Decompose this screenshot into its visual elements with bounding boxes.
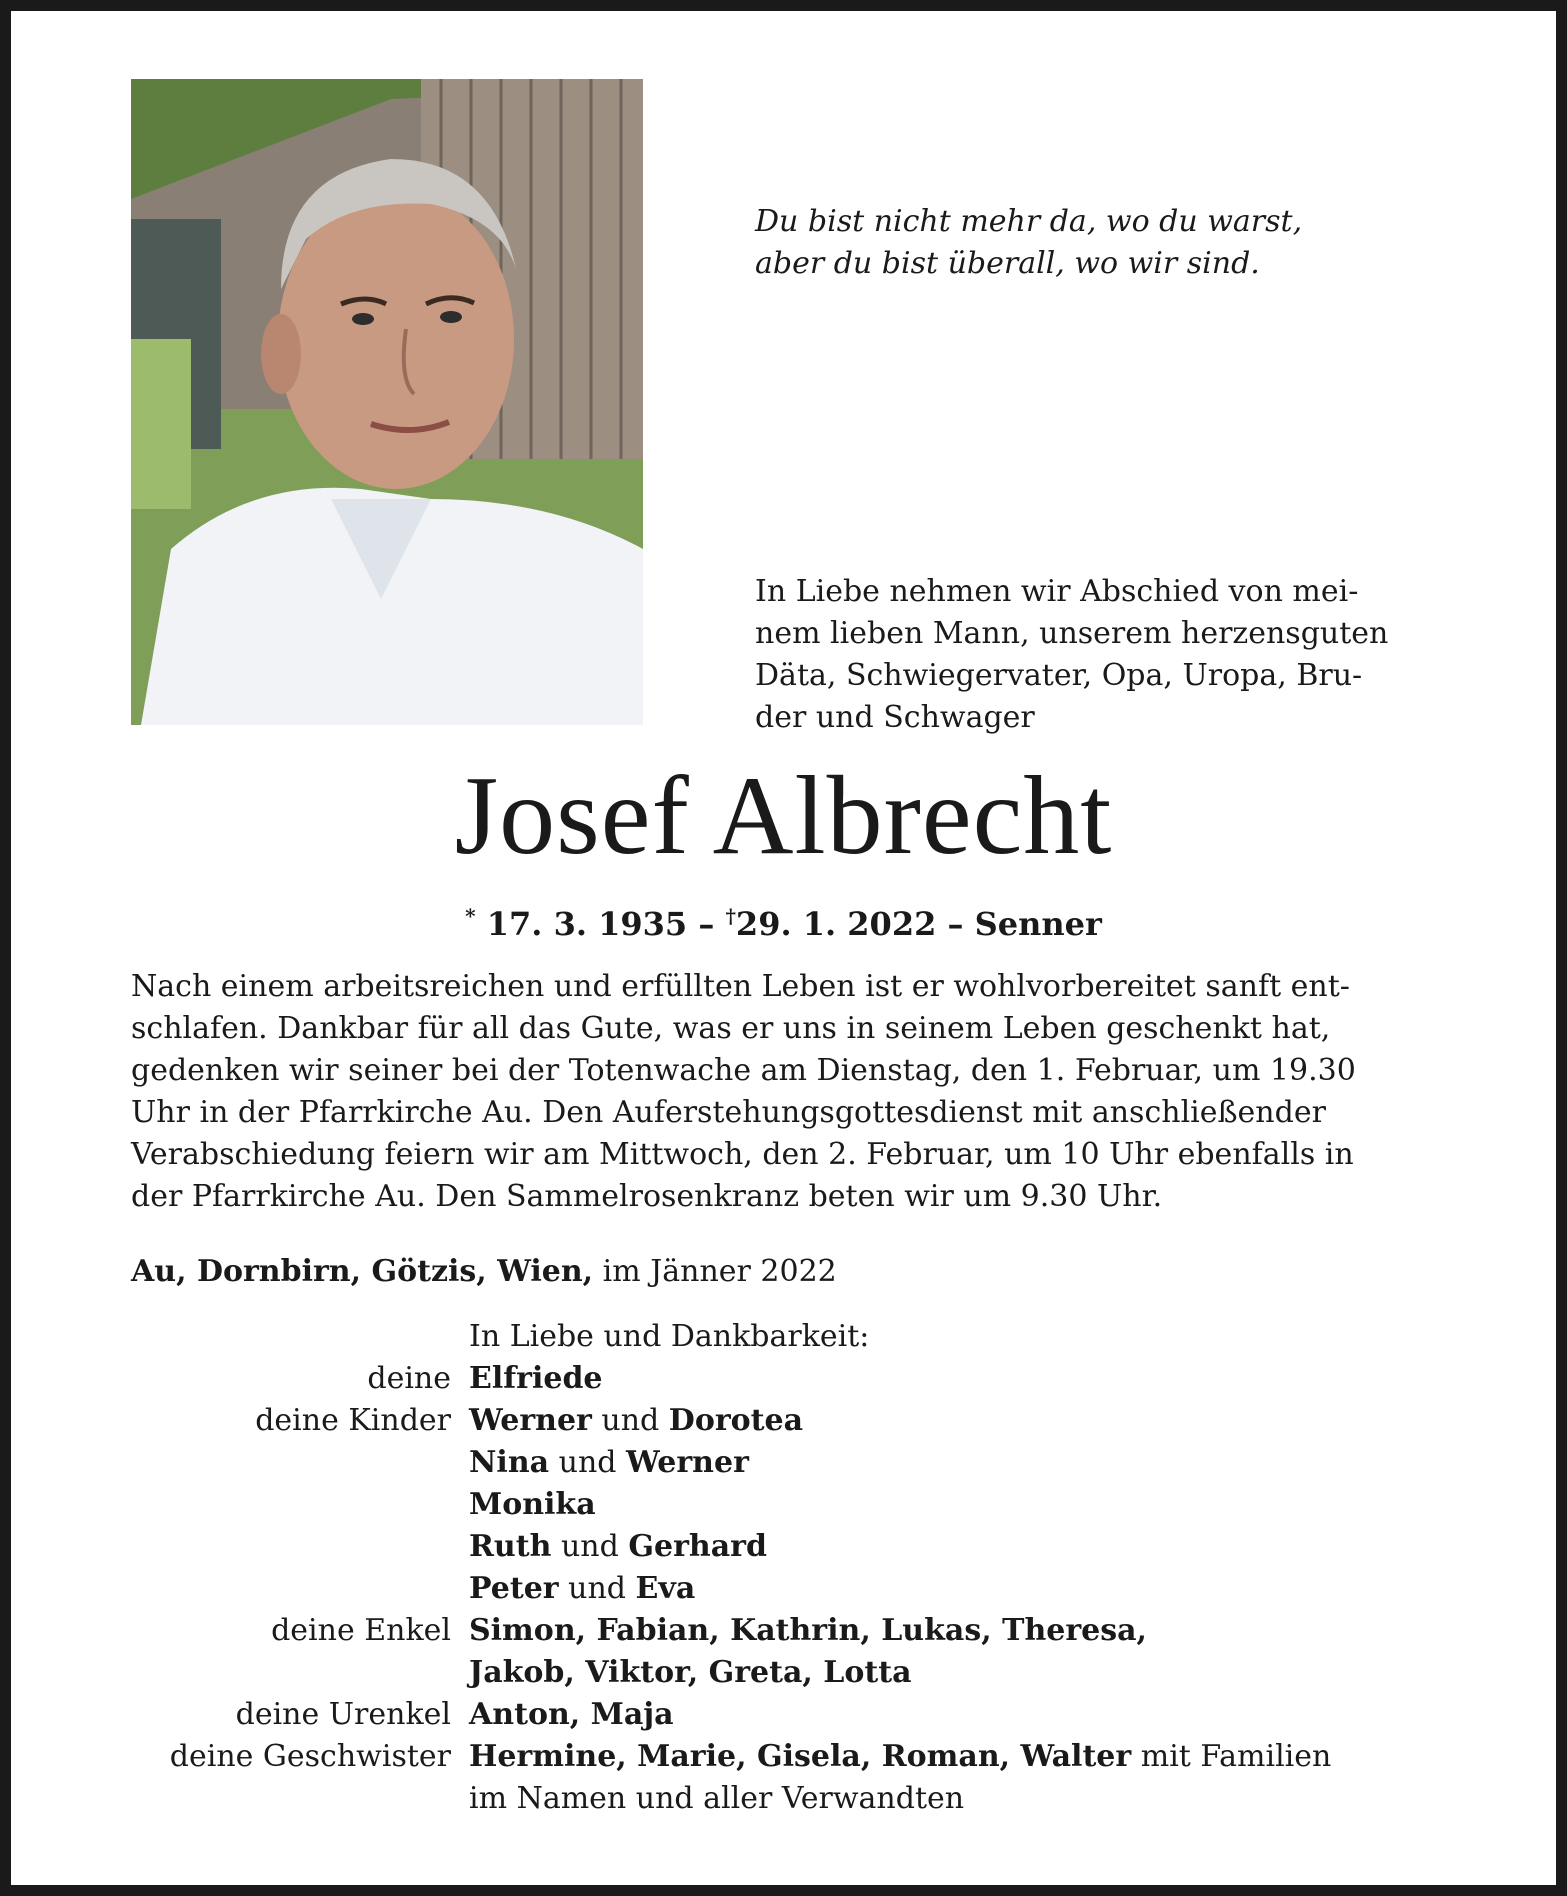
- mourner-name: Peter: [469, 1571, 559, 1606]
- dash: –: [947, 905, 964, 943]
- dash: –: [698, 905, 715, 943]
- death-symbol: †: [725, 904, 736, 928]
- place-month: im Jänner 2022: [602, 1254, 837, 1289]
- relation-label: deine Kinder: [255, 1403, 451, 1438]
- body-line: der Pfarrkirche Au. Den Sammelrosenkranz beten wir um 9.30 Uhr.: [131, 1179, 1163, 1214]
- body-paragraph: [131, 966, 1451, 1218]
- deceased-name: Josef Albrecht: [454, 754, 1113, 878]
- intro-line: nem lieben Mann, unserem herzensguten: [755, 616, 1389, 651]
- mourner-name: Monika: [469, 1487, 596, 1522]
- mourner-name: Jakob, Viktor, Greta, Lotta: [469, 1655, 912, 1690]
- intro-line: In Liebe nehmen wir Abschied von mei-: [755, 574, 1359, 609]
- body-line: Uhr in der Pfarrkirche Au. Den Auferstehungsgottesdienst mit anschließender: [131, 1095, 1326, 1130]
- relation-label: deine: [367, 1361, 451, 1396]
- intro-line: Däta, Schwiegervater, Opa, Uropa, Bru-: [755, 658, 1363, 693]
- mourner-name: Eva: [635, 1571, 696, 1606]
- intro-paragraph: [755, 571, 1445, 739]
- place-locations: Au, Dornbirn, Götzis, Wien,: [131, 1254, 594, 1289]
- body-line: Verabschiedung feiern wir am Mittwoch, den 2. Februar, um 10 Uhr ebenfalls in: [131, 1137, 1354, 1172]
- death-date: 29. 1. 2022: [735, 905, 937, 943]
- connector: und: [558, 1445, 617, 1480]
- portrait-photo-icon: [131, 79, 643, 725]
- mourner-name: Werner: [469, 1403, 592, 1438]
- motto-line: aber du bist überall, wo wir sind.: [755, 246, 1260, 281]
- occupation: Senner: [974, 905, 1102, 943]
- connector: und: [560, 1529, 619, 1564]
- motto-quote: [755, 201, 1302, 285]
- life-dates: [11, 896, 1556, 944]
- body-line: gedenken wir seiner bei der Totenwache am Dienstag, den 1. Februar, um 19.30: [131, 1053, 1356, 1088]
- mourner-name: Anton, Maja: [469, 1697, 674, 1732]
- mourner-name: Werner: [626, 1445, 749, 1480]
- connector: und: [601, 1403, 660, 1438]
- closing-line: im Namen und aller Verwandten: [469, 1781, 965, 1816]
- intro-line: der und Schwager: [755, 700, 1035, 735]
- connector: mit Familien: [1140, 1739, 1332, 1774]
- body-line: Nach einem arbeitsreichen und erfüllten Leben ist er wohlvorbereitet sanft ent-: [131, 969, 1350, 1004]
- mourner-name: Simon, Fabian, Kathrin, Lukas, Theresa,: [469, 1613, 1148, 1648]
- birth-symbol: *: [465, 904, 476, 928]
- mourner-name: Dorotea: [668, 1403, 804, 1438]
- portrait-photo: [131, 79, 643, 725]
- mourner-name: Nina: [469, 1445, 550, 1480]
- mourner-name: Ruth: [469, 1529, 552, 1564]
- connector: und: [568, 1571, 626, 1606]
- motto-line: Du bist nicht mehr da, wo du warst,: [755, 204, 1303, 239]
- birth-date: 17. 3. 1935: [486, 905, 688, 943]
- relation-label: deine Enkel: [271, 1613, 451, 1648]
- mourners-heading: In Liebe und Dankbarkeit:: [469, 1319, 870, 1354]
- body-line: schlafen. Dankbar für all das Gute, was er uns in seinem Leben geschenkt hat,: [131, 1011, 1331, 1046]
- mourner-name: Hermine, Marie, Gisela, Roman, Walter: [469, 1739, 1132, 1774]
- relation-label: deine Urenkel: [235, 1697, 451, 1732]
- relation-label: deine Geschwister: [169, 1739, 451, 1774]
- place-date: [131, 1251, 837, 1293]
- mourner-name: Gerhard: [628, 1529, 767, 1564]
- mourner-name: Elfriede: [469, 1361, 603, 1396]
